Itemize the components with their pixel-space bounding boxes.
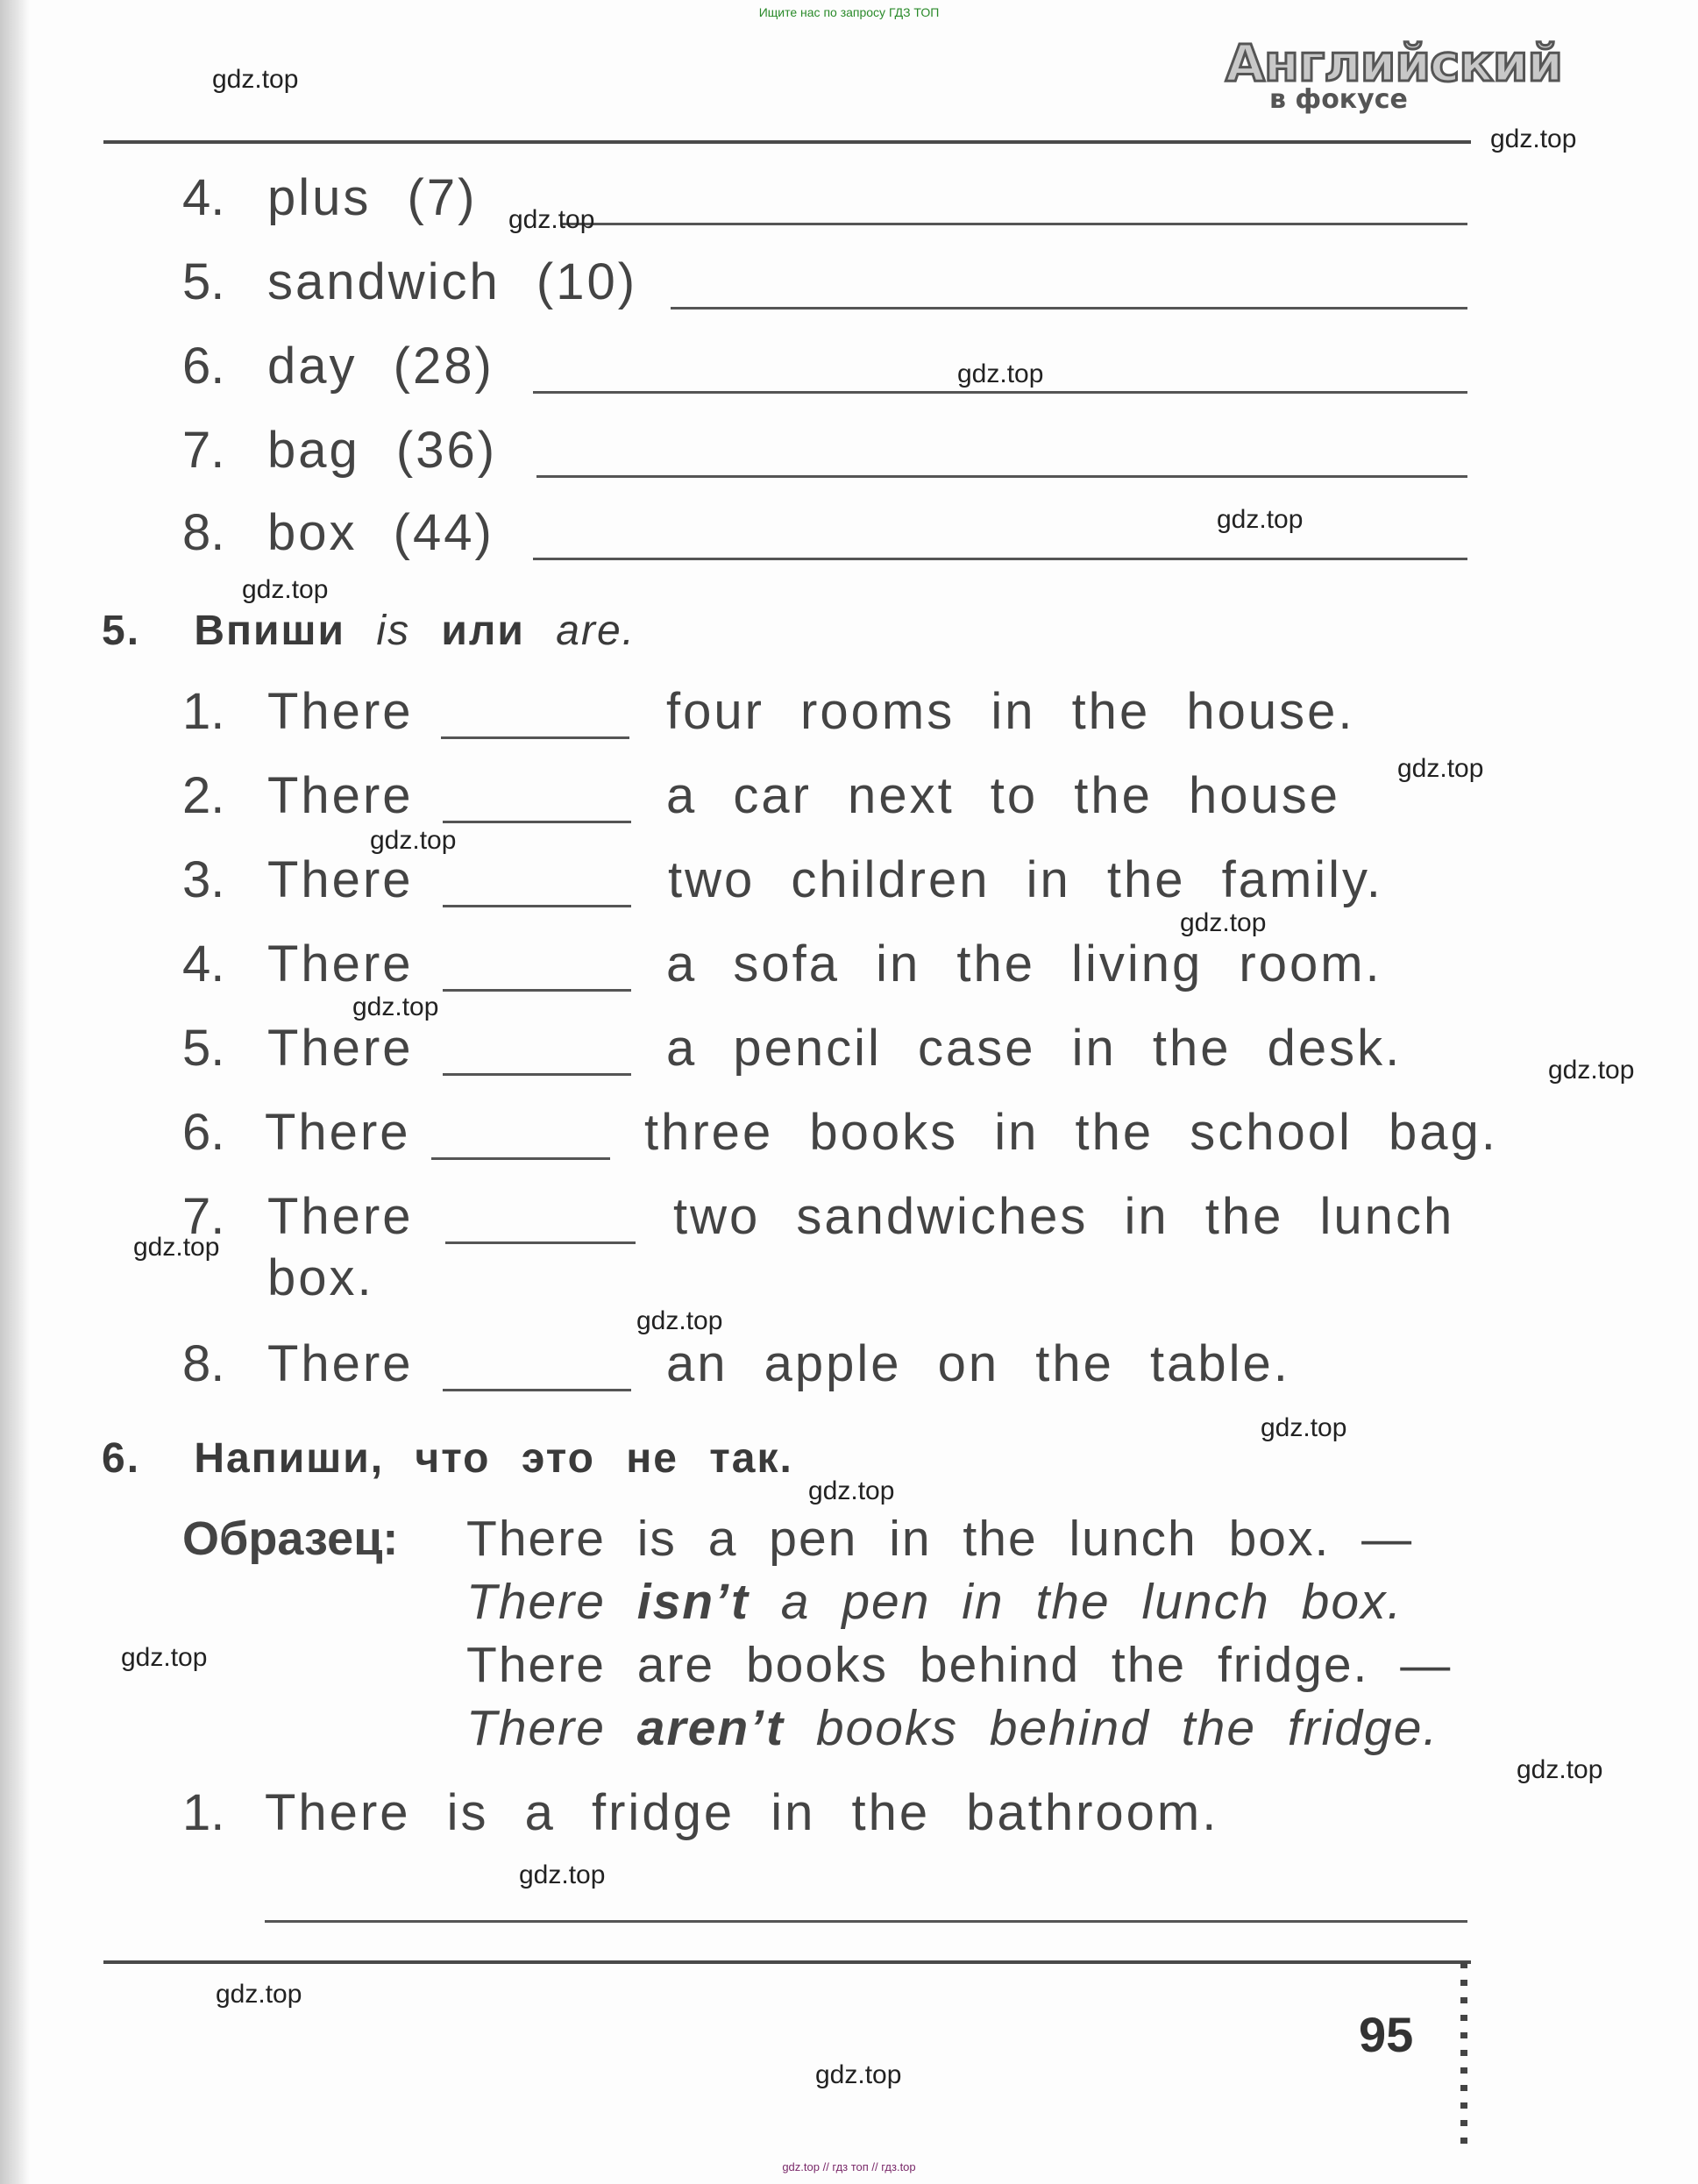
answer-blank[interactable] [443,821,631,823]
binding-shadow [0,0,30,2184]
watermark: gdz.top [519,1860,606,1889]
title-word: Впиши [194,608,346,654]
list-item-number: 7. [182,1188,225,1245]
example-line [466,1573,1403,1631]
watermark: gdz.top [815,2060,902,2089]
list-item-number: 5. [182,1020,225,1077]
exercise-6-instruction: Напиши, что это не так. [194,1435,793,1482]
answer-blank[interactable] [443,1073,631,1076]
list-item-text: sandwich (10) [267,253,638,310]
watermark: gdz.top [121,1643,208,1672]
list-item-number: 2. [182,767,225,824]
sentence-rest: a pencil case in the desk. [666,1020,1403,1077]
example-line [466,1510,1413,1568]
answer-blank[interactable] [445,1241,636,1244]
list-item-number: 5. [182,253,225,310]
list-item-number: 4. [182,169,225,226]
answer-blank[interactable] [441,736,629,739]
watermark: gdz.top [508,205,595,234]
example-emphasis: aren’t [636,1700,785,1756]
example-text: books behind the fridge. [785,1700,1439,1756]
list-item-number: 6. [182,1104,225,1161]
sentence-rest: four rooms in the house. [666,683,1355,740]
list-item-number: 8. [182,1335,225,1392]
page-number: 95 [1359,2007,1414,2062]
sentence-start: There [267,851,414,908]
exercise-5-title [102,607,636,655]
watermark: gdz.top [808,1476,895,1505]
sentence-start: There [267,683,414,740]
exercise-number: 5. [102,608,141,654]
list-item-text: box (44) [267,504,494,561]
bottom-note: gdz.top // гдз топ // гдз.top [782,2160,916,2173]
list-item-number: 7. [182,422,225,479]
list-item-text: plus (7) [267,169,478,226]
sentence-rest: two sandwiches in the lunch [673,1188,1455,1245]
sentence-rest-continued: box. [267,1249,374,1306]
example-text: There is a pen in the lunch box. — [466,1511,1414,1567]
example-label: Образец: [182,1512,399,1565]
logo-subtitle: в фокусе [1269,84,1408,115]
exercise-number: 6. [102,1435,141,1482]
example-line [466,1699,1439,1757]
list-item-number: 1. [182,683,225,740]
example-text: There are books behind the fridge. — [466,1637,1453,1693]
example-text: There [466,1700,637,1756]
sentence-start: There [267,1020,414,1077]
sentence-start: There [265,1104,411,1161]
list-item-number: 8. [182,504,225,561]
watermark: gdz.top [352,992,439,1021]
exercise-6-item-text: There is a fridge in the bathroom. [265,1784,1219,1841]
watermark: gdz.top [370,826,457,855]
title-word: или [441,608,525,654]
footer-rule [103,1960,1471,1964]
book-logo [1226,33,1563,121]
watermark: gdz.top [133,1233,220,1262]
sentence-rest: a car next to the house [666,767,1341,824]
answer-line[interactable] [671,307,1467,309]
watermark: gdz.top [1180,908,1267,937]
example-line [466,1636,1452,1694]
list-item-text: bag (36) [267,422,498,479]
sentence-start: There [267,1188,414,1245]
list-item-text: day (28) [267,338,494,395]
watermark: gdz.top [1548,1056,1635,1085]
logo-title: Английский [1226,33,1563,93]
answer-line[interactable] [533,391,1467,394]
watermark: gdz.top [1217,505,1304,534]
watermark: gdz.top [242,575,329,604]
watermark: gdz.top [212,65,299,94]
example-text: There [466,1574,637,1630]
sentence-rest: three books in the school bag. [644,1104,1498,1161]
example-text: a pen in the lunch box. [749,1574,1403,1630]
sentence-start: There [267,767,414,824]
watermark: gdz.top [1490,124,1577,153]
exercise-6-title [102,1434,793,1483]
list-item-number: 6. [182,338,225,395]
top-note: Ищите нас по запросу ГДЗ ТОП [758,5,940,19]
answer-blank[interactable] [431,1157,610,1160]
sentence-start: There [267,935,414,992]
example-emphasis: isn’t [636,1574,750,1630]
watermark: gdz.top [1517,1755,1603,1784]
title-word-are: are. [556,608,636,654]
watermark: gdz.top [636,1306,723,1335]
answer-line[interactable] [265,1920,1467,1923]
answer-line[interactable] [536,475,1467,478]
list-item-number: 1. [182,1784,225,1841]
watermark: gdz.top [1397,754,1484,783]
watermark: gdz.top [216,1980,302,2009]
watermark: gdz.top [957,359,1044,388]
list-item-number: 3. [182,851,225,908]
sentence-rest: two children in the family. [668,851,1383,908]
title-word-is: is [376,608,411,654]
list-item-number: 4. [182,935,225,992]
answer-blank[interactable] [443,989,631,992]
answer-line[interactable] [533,558,1467,560]
answer-blank[interactable] [443,905,631,907]
watermark: gdz.top [1261,1413,1347,1442]
page-edge-dots [1460,1962,1467,2151]
answer-line[interactable] [561,223,1467,225]
answer-blank[interactable] [443,1389,631,1391]
header-rule [103,140,1471,144]
sentence-rest: an apple on the table. [666,1335,1290,1392]
sentence-start: There [267,1335,414,1392]
sentence-rest: a sofa in the living room. [666,935,1382,992]
